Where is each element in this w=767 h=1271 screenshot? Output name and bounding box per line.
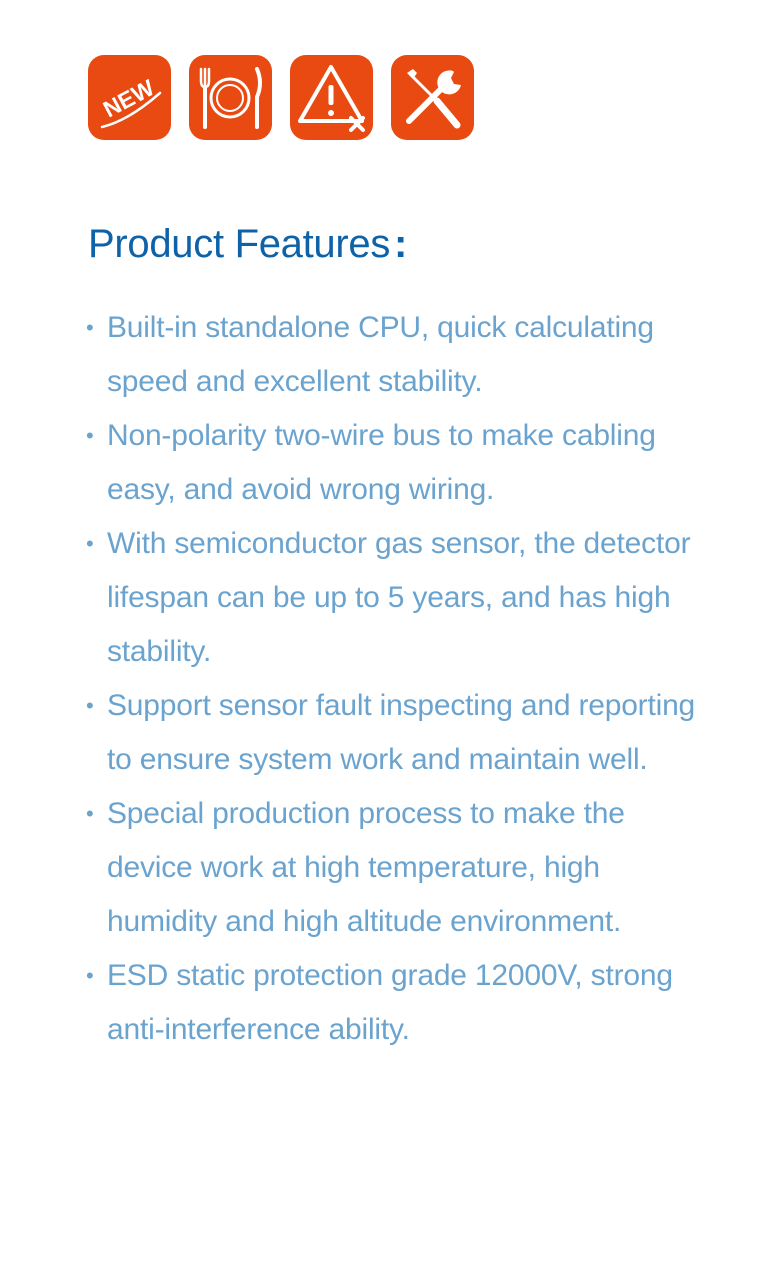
feature-item — [86, 517, 696, 679]
feature-text: Built-in standalone CPU, quick calculating speed and excellent stability. — [107, 311, 654, 398]
page-title — [88, 222, 407, 267]
new-icon — [88, 55, 171, 140]
feature-item — [86, 409, 696, 517]
bullet-icon: • — [86, 801, 94, 826]
new-icon-label: NEW — [98, 74, 159, 123]
page-title-colon: : — [394, 222, 408, 266]
tools-icon — [391, 55, 474, 140]
feature-item — [86, 301, 696, 409]
bullet-icon: • — [86, 315, 94, 340]
feature-item — [86, 787, 696, 949]
plate-cutlery-icon — [189, 55, 272, 140]
feature-text: With semiconductor gas sensor, the detector lifespan can be up to 5 years, and has high stability. — [107, 527, 691, 668]
feature-list — [86, 301, 696, 1057]
feature-text: Support sensor fault inspecting and reporting to ensure system work and maintain well. — [107, 689, 696, 776]
feature-text: Non-polarity two-wire bus to make cabling easy, and avoid wrong wiring. — [107, 419, 656, 506]
page-title-text: Product Features — [88, 222, 391, 266]
warning-no-icon — [290, 55, 373, 140]
feature-item — [86, 679, 696, 787]
feature-text: ESD static protection grade 12000V, strong anti-interference ability. — [107, 959, 673, 1046]
bullet-icon: • — [86, 693, 94, 718]
bullet-icon: • — [86, 531, 94, 556]
bullet-icon: • — [86, 963, 94, 988]
feature-text: Special production process to make the device work at high temperature, high humidity and high altitude environment. — [107, 797, 625, 938]
feature-icon-row — [88, 55, 474, 140]
bullet-icon: • — [86, 423, 94, 448]
feature-item — [86, 949, 696, 1057]
